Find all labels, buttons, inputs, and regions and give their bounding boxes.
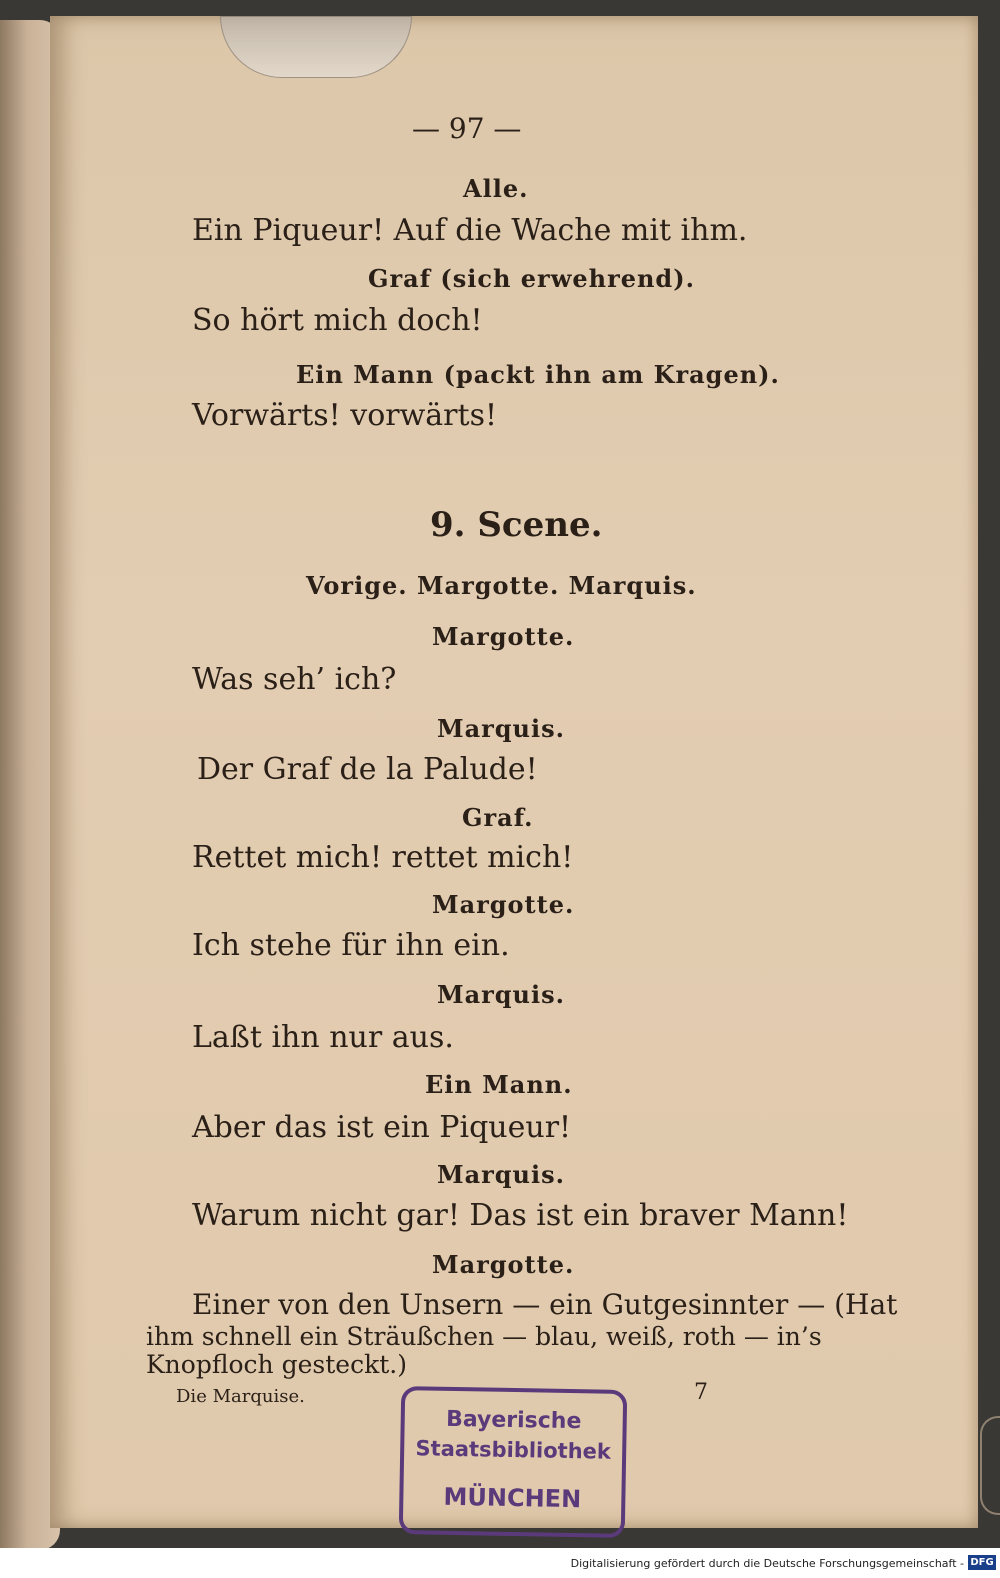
stamp-line-2: Staatsbibliothek	[415, 1436, 612, 1464]
dfg-logo-icon: DFG	[968, 1555, 996, 1570]
scene-title: 9. Scene.	[430, 505, 603, 545]
stamp-line-3: MÜNCHEN	[443, 1482, 582, 1514]
speaker-label: Alle.	[463, 174, 529, 203]
footer-bar	[0, 1548, 1000, 1578]
dialogue-line: Laßt ihn nur aus.	[192, 1020, 454, 1055]
library-stamp	[399, 1386, 628, 1538]
signature-title: Die Marquise.	[176, 1386, 305, 1407]
dialogue-line: Einer von den Unsern — ein Gutgesinnter — (Hat	[192, 1288, 898, 1321]
signature-mark: 7	[694, 1380, 708, 1405]
dialogue-line: Rettet mich! rettet mich!	[192, 840, 574, 875]
speaker-label: Graf (sich erwehrend).	[368, 264, 695, 293]
speaker-label: Margotte.	[432, 622, 575, 651]
dialogue-line: Warum nicht gar! Das ist ein braver Mann!	[192, 1198, 849, 1233]
page-clip	[220, 16, 412, 78]
continuation-line: ihm schnell ein Sträußchen — blau, weiß, roth — in’s	[146, 1322, 822, 1351]
page-number: — 97 —	[412, 112, 522, 145]
speaker-label: Marquis.	[437, 714, 565, 743]
speaker-label: Ein Mann.	[425, 1070, 573, 1099]
continuation-line: Knopfloch gesteckt.)	[146, 1350, 407, 1379]
speaker-label: Graf.	[462, 803, 534, 832]
speaker-label: Ein Mann (packt ihn am Kragen).	[296, 360, 780, 389]
speaker-label: Marquis.	[437, 980, 565, 1009]
speaker-label: Margotte.	[432, 890, 575, 919]
speaker-label: Marquis.	[437, 1160, 565, 1189]
dialogue-line: So hört mich doch!	[192, 303, 483, 338]
dialogue-line: Aber das ist ein Piqueur!	[192, 1110, 572, 1145]
stamp-line-1: Bayerische	[445, 1406, 582, 1435]
dialogue-line: Vorwärts! vorwärts!	[192, 398, 498, 433]
dialogue-line: Der Graf de la Palude!	[197, 752, 538, 787]
dialogue-line: Ich stehe für ihn ein.	[192, 928, 510, 963]
speaker-label: Margotte.	[432, 1250, 575, 1279]
dialogue-line: Ein Piqueur! Auf die Wache mit ihm.	[192, 213, 748, 248]
page-clip-right	[980, 1416, 1000, 1515]
scene-cast: Vorige. Margotte. Marquis.	[306, 571, 697, 600]
dialogue-line: Was seh’ ich?	[192, 662, 397, 697]
footer-credit: Digitalisierung gefördert durch die Deutsche Forschungsgemeinschaft -	[570, 1557, 964, 1570]
